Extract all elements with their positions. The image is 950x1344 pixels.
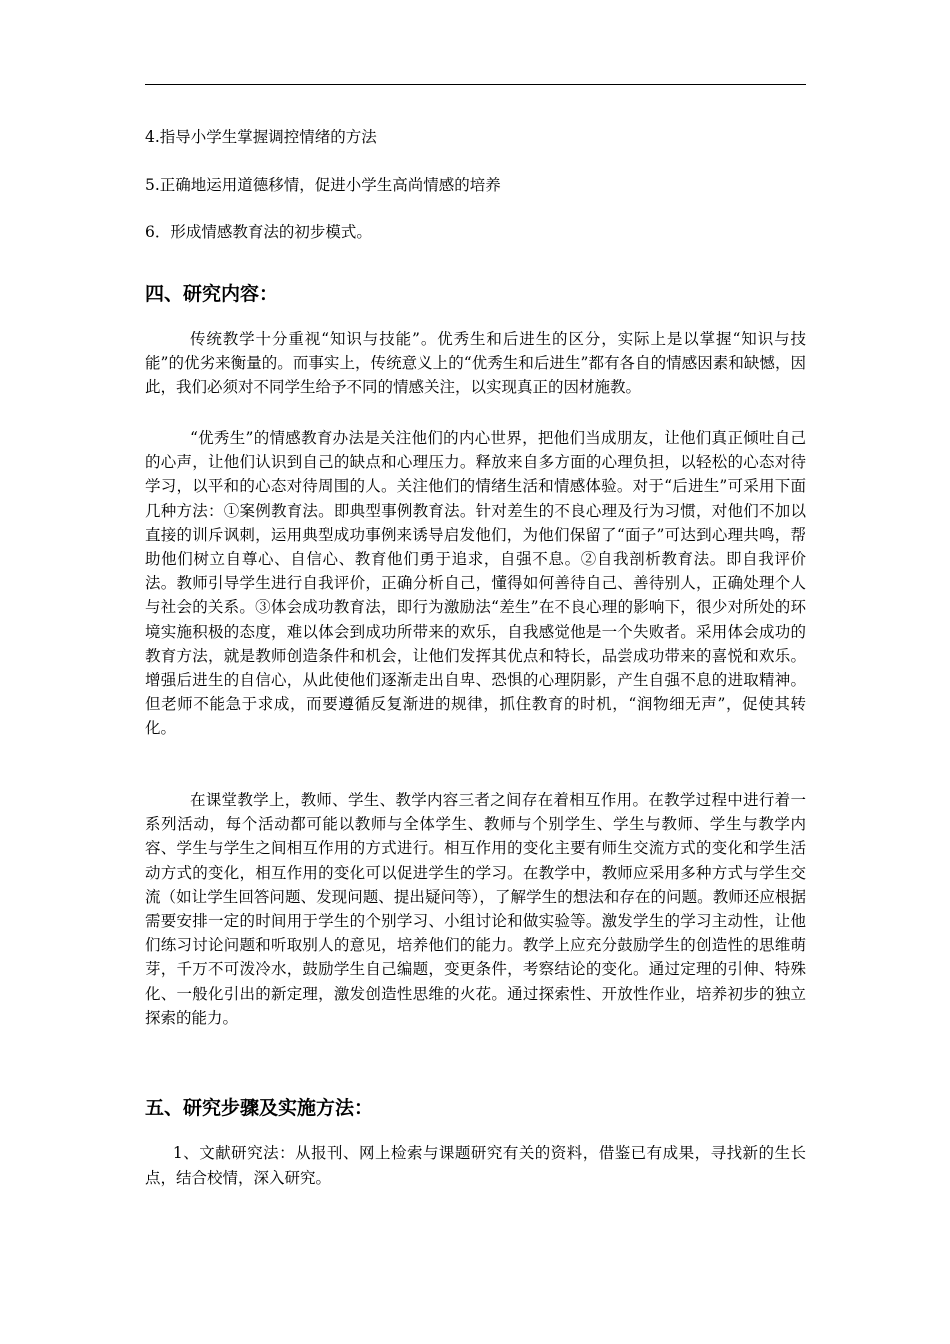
section-4-paragraph-2: “优秀生”的情感教育办法是关注他们的内心世界，把他们当成朋友，让他们真正倾吐自己的心声，让他们认识到自己的缺点和心理压力。释放来自多方面的心理负担，以轻松的心态对待学习，以平和的心态对待周围的人。关注他们的情绪生活和情感体验。对于“后进生”可采用下面几种方法：①案例教育法。即典型事例教育法。针对差生的不良心理及行为习惯，对他们不加以直接的训斥讽刺，运用典型成功事例来诱导启发他们，为他们保留了“面子”可达到心理共鸣，帮助他们树立自尊心、自信心、教育他们勇于追求，自强不息。②自我剖析教育法。即自我评价法。教师引导学生进行自我评价，正确分析自己，懂得如何善待自己、善待别人，正确处理个人与社会的关系。③体会成功教育法，即行为激励法“差生”在不良心理的影响下，很少对所处的环境实施积极的态度，难以体会到成功所带来的欢乐，自我感觉他是一个失败者。采用体会成功的教育方法，就是教师创造条件和机会，让他们发挥其优点和特长，品尝成功带来的喜悦和欢乐。增强后进生的自信心，从此使他们逐渐走出自卑、恐惧的心理阴影，产生自强不息的进取精神。但老师不能急于求成，而要遵循反复渐进的规律，抓住教育的时机，“润物细无声”，促使其转化。 xyxy=(145,429,806,738)
section-4-paragraph-3: 在课堂教学上，教师、学生、教学内容三者之间存在着相互作用。在教学过程中进行着一系列活动，每个活动都可能以教师与全体学生、教师与个别学生、学生与教师、学生与教学内容、学生与学生之间相互作用的方式进行。相互作用的变化主要有师生交流方式的变化和学生活动方式的变化，相互作用的变化可以促进学生的学习。在教学中，教师应采用多种方式与学生交流（如让学生回答问题、发现问题、提出疑问等），了解学生的想法和存在的问题。教师还应根据需要安排一定的时间用于学生的个别学习、小组讨论和做实验等。激发学生的学习主动性，让他们练习讨论问题和听取别人的意见，培养他们的能力。教学上应充分鼓励学生的创造性的思维萌芽，千万不可泼冷水，鼓励学生自己编题，变更条件，考察结论的变化。通过定理的引伸、特殊化、一般化引出的新定理，激发创造性思维的火花。通过探索性、开放性作业，培养初步的独立探索的能力。 xyxy=(145,791,806,1027)
goal-item-6: 6．形成情感教育法的初步模式。 xyxy=(145,223,372,241)
goal-item-4: 4.指导小学生掌握调控情绪的方法 xyxy=(145,128,377,146)
section-5-heading: 五、研究步骤及实施方法： xyxy=(145,1097,374,1119)
section-4-paragraph-1: 传统教学十分重视“知识与技能”。优秀生和后进生的区分，实际上是以掌握“知识与技能”的优劣来衡量的。而事实上，传统意义上的“优秀生和后进生”都有各自的情感因素和缺憾，因此，我们必须对不同学生给予不同的情感关注，以实现真正的因材施教。 xyxy=(145,330,806,397)
section-5-paragraph-1: 1、文献研究法：从报刊、网上检索与课题研究有关的资料，借鉴已有成果，寻找新的生长点，结合校情，深入研究。 xyxy=(145,1144,806,1187)
section-4-heading: 四、研究内容： xyxy=(145,283,279,305)
header-rule xyxy=(145,84,806,85)
goal-item-5: 5.正确地运用道德移情，促进小学生高尚情感的培养 xyxy=(145,176,501,194)
